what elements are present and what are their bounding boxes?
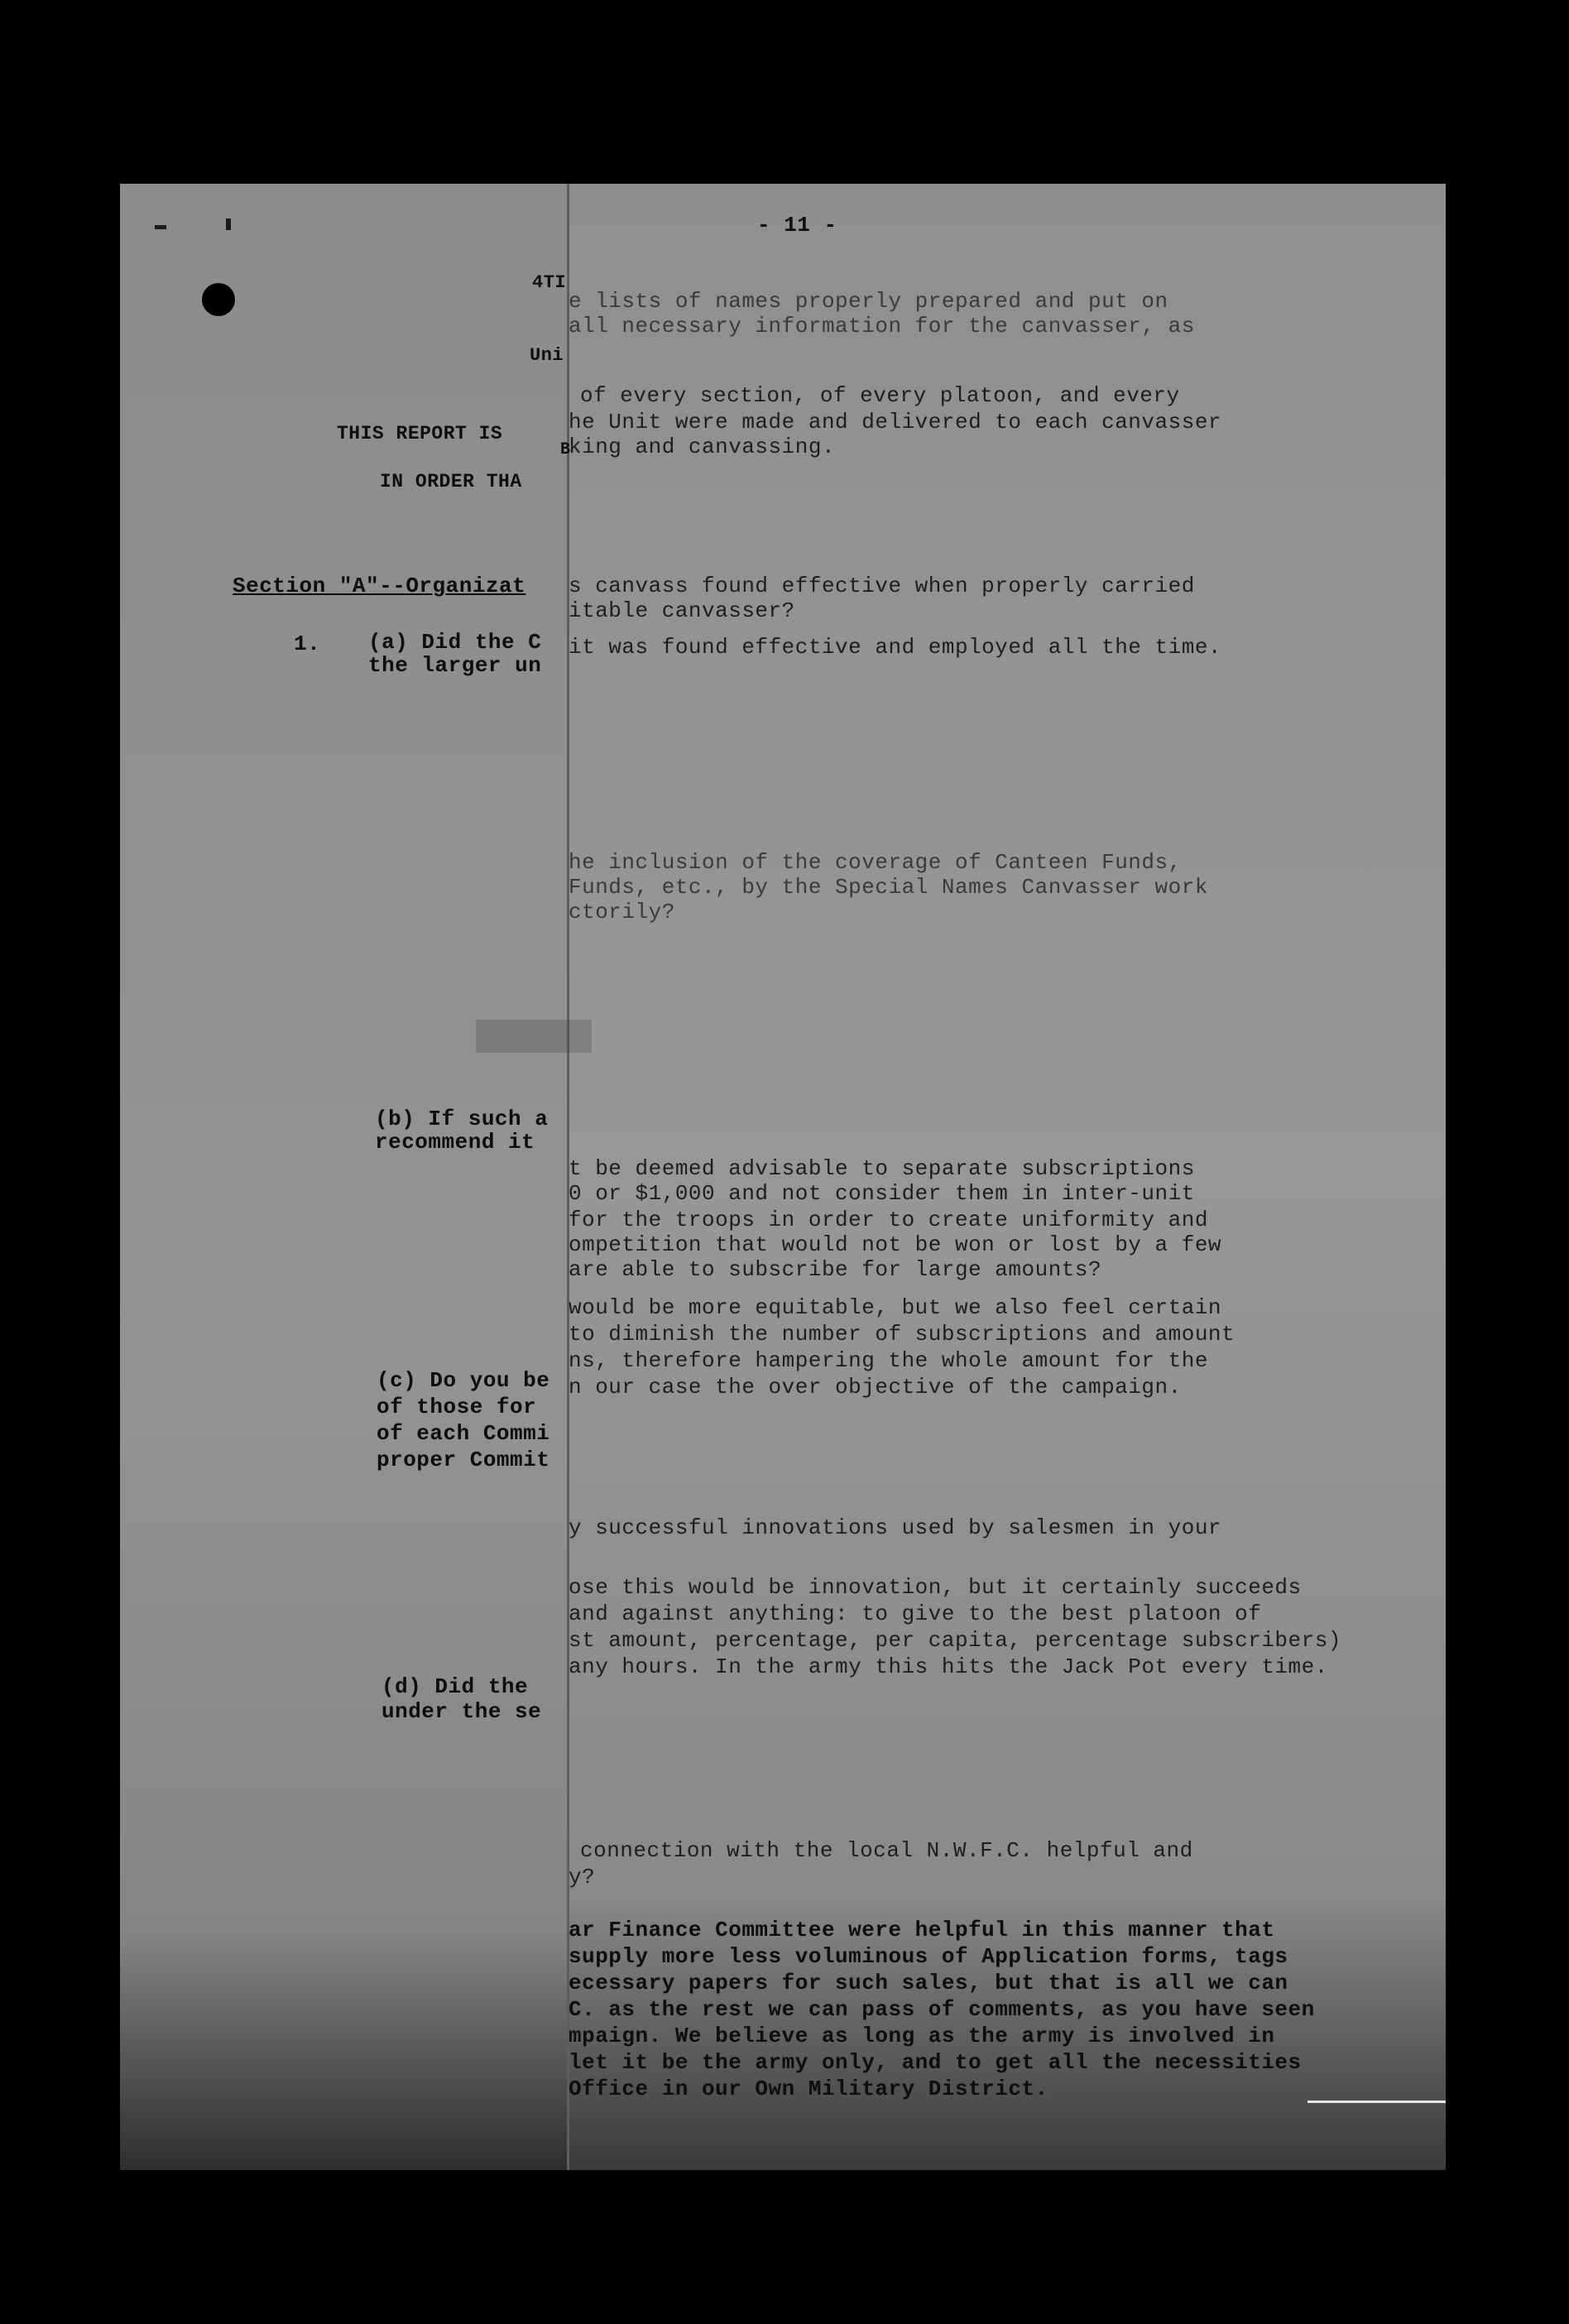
text-line: ns, therefore hampering the whole amount for the (569, 1348, 1208, 1373)
frag-4th: 4TI (532, 272, 567, 293)
text-line: st amount, percentage, per capita, percentage subscribers) (569, 1628, 1341, 1653)
text-line: C. as the rest we can pass of comments, as you have seen (569, 1997, 1315, 2022)
question-1b-line: recommend it (375, 1130, 535, 1155)
question-1a-line: (a) Did the C (368, 630, 542, 655)
text-line: for the troops in order to create uniformity and (569, 1208, 1208, 1232)
text-line: all necessary information for the canvasser, as (569, 314, 1195, 339)
text-line: e lists of names properly prepared and put on (569, 289, 1168, 314)
text-line: it was found effective and employed all the time. (569, 635, 1222, 660)
text-line: of every section, of every platoon, and every (580, 383, 1180, 408)
question-1d-line: under the se (381, 1699, 542, 1724)
text-line: and against anything: to give to the best platoon of (569, 1601, 1262, 1626)
text-line: king and canvassing. (569, 435, 836, 459)
bottom-rule (1308, 2101, 1446, 2103)
text-line: any hours. In the army this hits the Jack Pot every time. (569, 1654, 1328, 1679)
text-line: Funds, etc., by the Special Names Canvasser work (569, 875, 1208, 900)
text-line: he Unit were made and delivered to each canvasser (569, 410, 1222, 435)
question-1c-line: proper Commit (377, 1448, 550, 1472)
text-line: to diminish the number of subscriptions and amount (569, 1322, 1236, 1347)
text-line: would be more equitable, but we also feel certain (569, 1295, 1222, 1320)
margin-mark (226, 218, 231, 230)
text-line: ompetition that would not be won or lost by a few (569, 1232, 1222, 1257)
frag-b: B (560, 440, 571, 459)
section-heading: Section "A"--Organizat (233, 574, 526, 598)
text-line: 0 or $1,000 and not consider them in inter-unit (569, 1181, 1195, 1206)
question-1-number: 1. (294, 631, 321, 656)
text-line: Office in our Own Military District. (569, 2077, 1048, 2101)
text-line: mpaign. We believe as long as the army is involved in (569, 2024, 1275, 2048)
question-1c-line: of each Commi (377, 1421, 550, 1446)
page-number: - 11 - (757, 213, 837, 238)
text-line: y? (569, 1865, 596, 1889)
text-line: supply more less voluminous of Application forms, tags (569, 1944, 1288, 1969)
punch-hole-mark (202, 283, 235, 316)
text-line: ar Finance Committee were helpful in this manner that (569, 1918, 1275, 1942)
print-smear (476, 1020, 592, 1053)
text-line: ose this would be innovation, but it certainly succeeds (569, 1575, 1302, 1600)
text-line: itable canvasser? (569, 598, 795, 623)
question-1b-line: (b) If such a (375, 1107, 549, 1131)
frag-this-report: THIS REPORT IS (337, 423, 503, 444)
text-line: s canvass found effective when properly carried (569, 574, 1195, 598)
text-line: let it be the army only, and to get all the necessities (569, 2050, 1302, 2075)
text-line: n our case the over objective of the campaign. (569, 1375, 1182, 1400)
question-1c-line: of those for (377, 1395, 537, 1419)
text-line: connection with the local N.W.F.C. helpful and (580, 1838, 1193, 1863)
text-line: ctorily? (569, 900, 675, 924)
text-line: ecessary papers for such sales, but that is all we can (569, 1971, 1288, 1995)
frag-in-order: IN ORDER THA (380, 471, 522, 492)
document-page (120, 184, 1446, 2170)
question-1c-line: (c) Do you be (377, 1368, 550, 1393)
text-line: are able to subscribe for large amounts? (569, 1257, 1102, 1282)
margin-mark (155, 225, 166, 229)
question-1a-line: the larger un (368, 653, 542, 678)
question-1d-line: (d) Did the (381, 1674, 529, 1699)
text-line: y successful innovations used by salesmen in your (569, 1515, 1222, 1540)
text-line: he inclusion of the coverage of Canteen Funds, (569, 850, 1182, 875)
text-line: t be deemed advisable to separate subscriptions (569, 1156, 1195, 1181)
frag-unit: Uni (530, 345, 564, 366)
